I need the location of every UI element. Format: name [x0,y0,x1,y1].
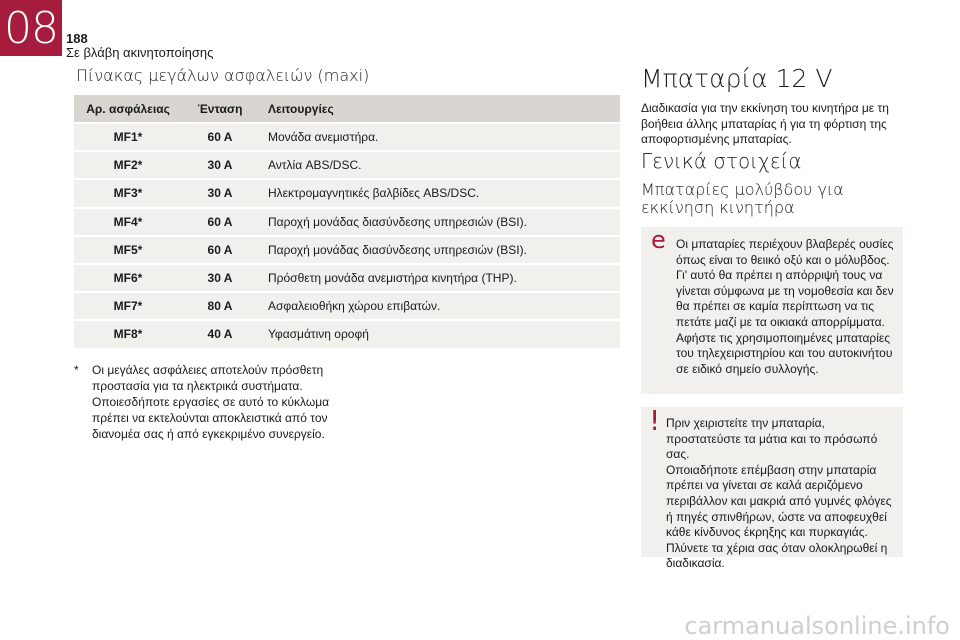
fuse-id: MF4* [74,208,182,236]
fuse-section-title: Πίνακας μεγάλων ασφαλειών (maxi) [76,66,370,85]
table-row [74,236,620,264]
warning-box [641,404,903,571]
fuse-id: MF5* [74,236,182,264]
fuse-id: MF1* [74,123,182,151]
eco-paragraph: Γι' αυτό θα πρέπει η απόρριψή τους να γίνεται σύμφωνα με τη νομοθεσία και δεν θα πρέπει σε καμία περίπτωση να τις πετάτε μαζί με τα οικιακά απορρίμματα. [676,268,894,329]
column-header-amperage: Ένταση [182,95,258,123]
column-header-functions: Λειτουργίες [258,95,620,123]
watermark: carmanualsonline.info [684,612,950,640]
table-row [74,264,620,292]
fuse-footnote [74,362,334,442]
fuse-id: MF2* [74,151,182,179]
fuse-amperage: 60 A [182,236,258,264]
footnote-mark: * [74,363,79,377]
table-row [74,179,620,207]
fuse-function: Μονάδα ανεμιστήρα. [258,123,620,151]
fuse-id: MF3* [74,179,182,207]
fuse-amperage: 30 A [182,151,258,179]
fuse-table [74,95,620,348]
fuse-id: MF8* [74,320,182,347]
fuse-amperage: 30 A [182,179,258,207]
table-row [74,151,620,179]
fuse-table-header [74,95,620,123]
general-subtitle: Γενικά στοιχεία [641,149,802,173]
table-row [74,320,620,347]
fuse-function: Παροχή μονάδας διασύνδεσης υπηρεσιών (BSI). [258,208,620,236]
battery-intro-text: Διαδικασία για την εκκίνηση του κινητήρα με τη βοήθεια άλλης μπαταρίας ή για τη φόρτιση της αποφορτισμένης μπαταρίας. [641,101,889,146]
table-row [74,123,620,151]
table-row [74,208,620,236]
fuse-amperage: 60 A [182,208,258,236]
fuse-id: MF6* [74,264,182,292]
footnote-text: Οι μεγάλες ασφάλειες αποτελούν πρόσθετη προστασία για τα ηλεκτρικά συστήματα. Οποιεσδήποτε εργασίες σε αυτό το κύκλωμα πρέπει να εκτελούνται αποκλειστικά από τον διανομέα σας ή από εγκεκριμένο συνεργείο. [92,363,330,441]
fuse-amperage: 30 A [182,264,258,292]
warning-paragraph: Πριν χειριστείτε την μπαταρία, προστατεύστε τα μάτια και το πρόσωπό σας. [666,416,878,462]
fuse-id: MF7* [74,292,182,320]
lead-battery-subtitle: Μπαταρίες μολύβδου για εκκίνηση κινητήρα [641,180,844,217]
battery-section-title: Μπαταρία 12 V [641,64,833,93]
warning-icon: ! [649,404,661,437]
chapter-number-tab: 08 [0,0,62,56]
fuse-function: Ηλεκτρομαγνητικές βαλβίδες ABS/DSC. [258,179,620,207]
eco-icon: e [651,226,666,254]
chapter-title: Σε βλάβη ακινητοποίησης [66,45,214,60]
fuse-function: Υφασμάτινη οροφή [258,320,620,347]
fuse-function: Ασφαλειοθήκη χώρου επιβατών. [258,292,620,320]
environment-info-box [641,227,903,394]
fuse-amperage: 80 A [182,292,258,320]
warning-paragraph: Πλύνετε τα χέρια σας όταν ολοκληρωθεί η διαδικασία. [666,540,888,571]
column-header-fuse: Αρ. ασφάλειας [74,95,182,123]
fuse-function: Πρόσθετη μονάδα ανεμιστήρα κινητήρα (THP). [258,264,620,292]
eco-paragraph: Οι μπαταρίες περιέχουν βλαβερές ουσίες όπως είναι το θειικό οξύ και ο μόλυβδος. [676,237,894,267]
fuse-function: Παροχή μονάδας διασύνδεσης υπηρεσιών (BSI). [258,236,620,264]
eco-paragraph: Αφήστε τις χρησιμοποιημένες μπαταρίες του τηλεχειριστηρίου και του αυτοκινήτου σε ειδικό σημείο συλλογής. [676,330,893,376]
page-number: 188 [66,31,88,46]
fuse-amperage: 60 A [182,123,258,151]
table-row [74,292,620,320]
fuse-amperage: 40 A [182,320,258,347]
warning-paragraph: Οποιαδήποτε επέμβαση στην μπαταρία πρέπει να γίνεται σε καλά αεριζόμενο περιβάλλον και μακριά από γυμνές φλόγες ή πηγές σπινθήρων, ώστε να αποφευχθεί κάθε κίνδυνος έκρηξης και πυρκαγιάς. [666,462,892,540]
fuse-function: Αντλία ABS/DSC. [258,151,620,179]
